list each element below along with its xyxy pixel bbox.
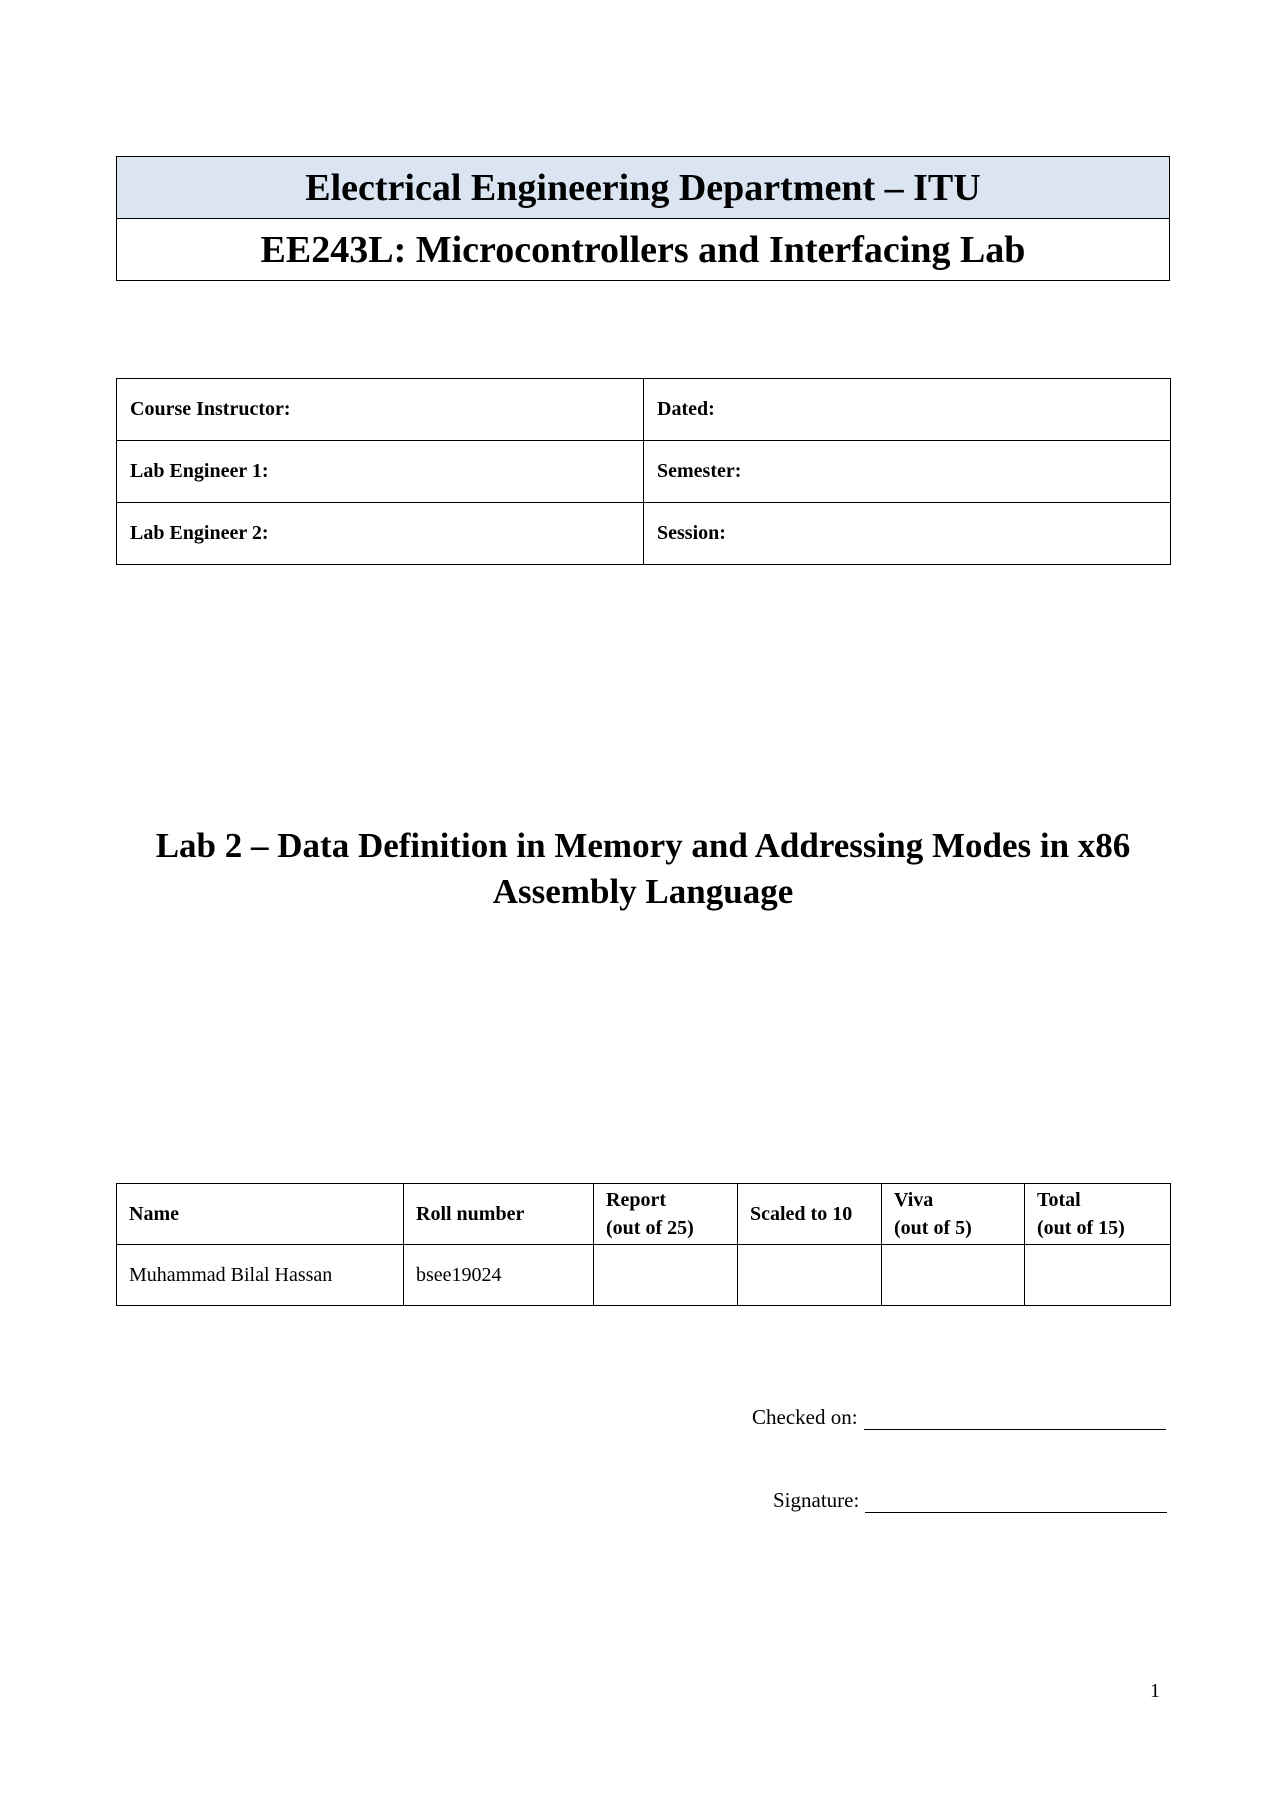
department-title: Electrical Engineering Department – ITU <box>117 157 1170 219</box>
header-viva: Viva (out of 5) <box>882 1184 1025 1245</box>
info-row-engineer1 <box>117 441 1171 503</box>
signature-label: Signature: <box>773 1488 860 1512</box>
scaled-score <box>738 1245 882 1306</box>
header-name: Name <box>117 1184 404 1245</box>
header-total: Total (out of 15) <box>1025 1184 1171 1245</box>
viva-score <box>882 1245 1025 1306</box>
signature-row <box>773 1488 1167 1513</box>
lab-title <box>116 823 1170 915</box>
total-score <box>1025 1245 1171 1306</box>
semester-label: Semester: <box>644 441 1171 503</box>
lab-engineer-2-label: Lab Engineer 2: <box>117 503 644 565</box>
header-scaled: Scaled to 10 <box>738 1184 882 1245</box>
header-roll-number: Roll number <box>404 1184 594 1245</box>
info-row-engineer2 <box>117 503 1171 565</box>
table-row <box>117 1245 1171 1306</box>
student-name: Muhammad Bilal Hassan <box>117 1245 404 1306</box>
course-title: EE243L: Microcontrollers and Interfacing Lab <box>117 219 1170 281</box>
signature-line <box>865 1494 1167 1513</box>
lab-title-line1: Lab 2 – Data Definition in Memory and Addressing Modes in x86 <box>155 826 1131 865</box>
grades-table <box>116 1183 1171 1306</box>
grades-header-row <box>117 1184 1171 1245</box>
checked-on-line <box>864 1411 1166 1430</box>
lab-title-line2: Assembly Language <box>492 872 794 911</box>
header-report: Report (out of 25) <box>594 1184 738 1245</box>
info-row-instructor <box>117 379 1171 441</box>
dated-label: Dated: <box>644 379 1171 441</box>
page-number: 1 <box>1150 1680 1160 1702</box>
course-instructor-label: Course Instructor: <box>117 379 644 441</box>
lab-engineer-1-label: Lab Engineer 1: <box>117 441 644 503</box>
roll-number: bsee19024 <box>404 1245 594 1306</box>
checked-on-label: Checked on: <box>752 1405 858 1429</box>
report-score <box>594 1245 738 1306</box>
header-table <box>116 156 1170 281</box>
info-table <box>116 378 1171 565</box>
session-label: Session: <box>644 503 1171 565</box>
checked-on-row <box>752 1405 1166 1430</box>
